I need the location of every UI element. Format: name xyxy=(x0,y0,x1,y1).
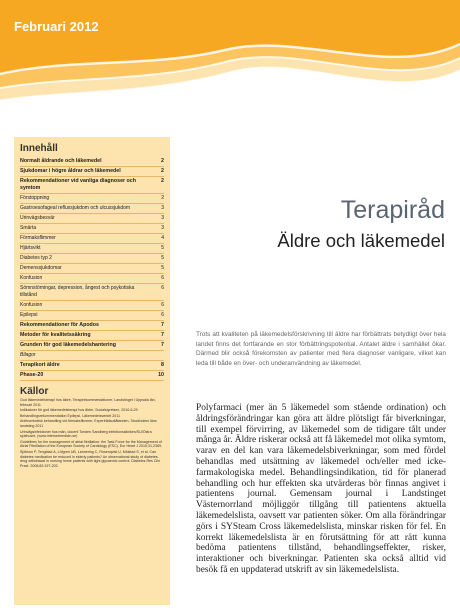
source-item: Guidelines for the management of atrial fibrillation: the Task Force for the Management of Atrial Fibrillation of the European Society of Cardiology (ESC). Eur Heart J 2010;31,2369. xyxy=(20,439,163,449)
toc-item-title: Diabetes typ 2 xyxy=(20,255,52,261)
toc-item[interactable] xyxy=(20,254,164,264)
toc-item-title: Epilepsi xyxy=(20,312,38,318)
toc-item-title: Demenssjukdomar xyxy=(20,265,62,271)
toc-item-page: 3 xyxy=(161,205,164,211)
toc-item-title: Rekommendationer vid vanliga diagnoser och symtom xyxy=(20,178,136,191)
page-subtitle: Äldre och läkemedel xyxy=(277,230,445,251)
toc-item[interactable] xyxy=(20,301,164,311)
toc-item-page: 6 xyxy=(161,312,164,318)
source-item: Behandlingsrekommendation Epilepsi, Läkemedelsverket 2011 xyxy=(20,413,121,418)
toc-heading: Innehåll xyxy=(20,143,58,154)
toc-item[interactable] xyxy=(20,194,164,204)
toc-item-title: Terapikort äldre xyxy=(20,362,60,368)
toc-item-page: 3 xyxy=(161,225,164,231)
toc-item-title: Sjukdomar i högre åldrar och läkemedel xyxy=(20,168,121,174)
toc-item-page: 2 xyxy=(161,168,164,174)
toc-item-title: Förstoppning xyxy=(20,195,50,201)
toc-item[interactable] xyxy=(20,371,164,381)
source-list xyxy=(20,398,164,468)
source-item: Indikatorer för god läkemedelsterapi hos äldre, Socialstyrelsen, 2010-6-29 xyxy=(20,408,138,413)
sources-heading: Källor xyxy=(20,386,49,397)
toc-item[interactable] xyxy=(20,177,164,194)
body-text xyxy=(196,403,446,576)
toc-item[interactable] xyxy=(20,331,164,341)
toc-item-page: 4 xyxy=(161,235,164,241)
toc-item[interactable] xyxy=(20,284,164,301)
toc-item-page: 3 xyxy=(161,215,164,221)
toc-item-title: Grunden för god läkemedelshantering xyxy=(20,342,116,348)
toc-item-title: Phase-20 xyxy=(20,372,44,378)
toc-item-title: Konfusion xyxy=(20,302,43,308)
source-item: Urinvägsinfektioner hos män, docent Torsten Sandberg infektionskliniken/SU/Östra sjukhuset, (www.internetmedicin.se) xyxy=(20,429,152,439)
toc-item-page: 6 xyxy=(161,302,164,308)
toc-item-page: 10 xyxy=(158,372,164,378)
toc-item-page: 8 xyxy=(161,362,164,368)
toc-item-title: Gastroesofageal refluxsjukdom och ulcussjukdom xyxy=(20,205,131,211)
toc-item[interactable] xyxy=(20,244,164,254)
toc-item[interactable] xyxy=(20,204,164,214)
toc-item[interactable] xyxy=(20,311,164,321)
toc-item[interactable] xyxy=(20,214,164,224)
toc-item-page: 2 xyxy=(161,195,164,201)
toc-item-title: Konfusion xyxy=(20,275,43,281)
page-title: Terapiråd xyxy=(340,196,445,224)
toc-item-title: Bilagor xyxy=(20,352,36,358)
toc-item-title: Urinvägsbesvär xyxy=(20,215,55,221)
body-paragraph: Polyfarmaci (mer än 5 läkemedel som stående ordination) och åldringsförändringar kan göra att äldre plötsligt får biverkningar, till exempel förvirring, av läkemedel som de tidigare tålt under många år. Äldre riskerar också att få läkemedel mot olika symtom, varav en del kan vara läkemedelsbiverkningar, som med fördel behandlas med utsättning av läkemedel och/eller med icke-farmakologiska medel. Behandlingsindikation, tid för planerad behandling och hur effekten ska utvärderas bör finnas angivet i patientens journal. Gemensam journal i Landstinget Västernorrland möjliggör tillgång till patientens aktuella läkemedelslista, oavsett var patienten söker. Om alla förändringar görs i SYSteam Cross läkemedelslista, minskar risken för fel. En korrekt läkemedelslista är en förutsättning för att rätt kunna bedöma patientens tillstånd, behandlingseffekter, risker, interaktioner och biverkningar. Patienten ska också alltid vid besök få en uppdaterad utskrift av sin läkemedelslista. xyxy=(196,403,446,575)
wave-banner xyxy=(0,0,460,110)
toc-item-page: 6 xyxy=(161,285,164,291)
toc-item[interactable] xyxy=(20,264,164,274)
toc-item-page: 7 xyxy=(161,332,164,338)
toc-item[interactable] xyxy=(20,341,164,351)
toc-item-page: 2 xyxy=(161,158,164,164)
toc-item-page: 5 xyxy=(161,255,164,261)
header-banner xyxy=(0,0,460,110)
toc-item-title: Metoder för kvalitetssäkring xyxy=(20,332,91,338)
toc-item-page: 6 xyxy=(161,275,164,281)
toc-item-title: Sömnstörningar, depression, ångest och psykotiska tillstånd xyxy=(20,285,135,298)
toc-item[interactable] xyxy=(20,321,164,331)
toc-item-title: Hjärtsvikt xyxy=(20,245,41,251)
toc-item-page: 7 xyxy=(161,342,164,348)
toc-item[interactable] xyxy=(20,361,164,371)
toc-list xyxy=(20,157,164,381)
toc-item-page: 5 xyxy=(161,245,164,251)
sources-section xyxy=(20,386,164,468)
toc-item[interactable] xyxy=(20,234,164,244)
toc-item[interactable] xyxy=(20,167,164,177)
source-item: God läkemedelsterapi hos äldre, Terapirekommendationer, Landstinget i Uppsala län, februari 2011 xyxy=(20,398,156,407)
toc-item-title: Normalt åldrande och läkemedel xyxy=(20,158,102,164)
issue-date: Februari 2012 xyxy=(14,19,99,34)
toc-item[interactable] xyxy=(20,274,164,284)
toc-item[interactable] xyxy=(20,224,164,234)
toc-sidebar xyxy=(14,137,170,605)
toc-item-title: Rekommendationer för Apodos xyxy=(20,322,99,328)
toc-item-page: 2 xyxy=(161,178,164,184)
toc-item[interactable] xyxy=(20,157,164,167)
source-item: Sjöblom P, Tengblad A, Löfgren UB, Lannering C, Rosenqvist U, Mölstad S, et al. Can diabetes medication be reduced in elderly patients? An observational study of diabetes drug withdrawal in nursing home patients with tight glycaemic control. Diabetes Res Clin Pract. 2008;82:197-202. xyxy=(20,449,161,468)
toc-item-page: 5 xyxy=(161,265,164,271)
toc-item[interactable] xyxy=(20,351,164,361)
source-item: Antitrombotisk behandling vid förmaksflimmer, Expertrådsutlåtanden, Stockholms läns landsting 2011 xyxy=(20,419,157,428)
toc-item-page: 7 xyxy=(161,322,164,328)
toc-item-title: Förmaksflimmer xyxy=(20,235,56,241)
intro-paragraph: Trots att kvaliteten på läkemedelsförskrivning till äldre har förbättrats betydligt över hela landet finns det fortfarande en stor förbättringspotential. Antalet äldre i samhället ökar. Därmed blir också förekomsten av patienter med flera diagnoser vanligare, vilket kan leda till både en över- och underanvändning av läkemedel. xyxy=(196,331,446,367)
toc-item-title: Smärta xyxy=(20,225,37,231)
